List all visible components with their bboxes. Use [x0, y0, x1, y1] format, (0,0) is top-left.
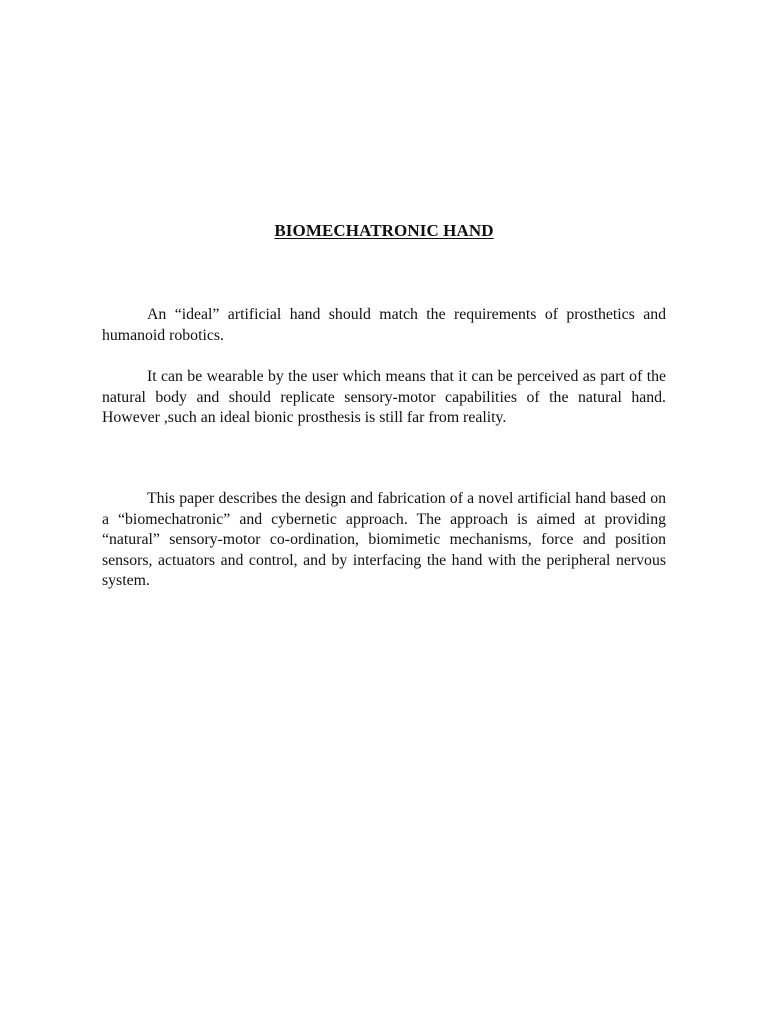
- paragraph-intro: An “ideal” artificial hand should match the requirements of prosthetics and humanoid robotics.: [102, 306, 666, 344]
- document-title: BIOMECHATRONIC HAND: [274, 221, 494, 240]
- paragraph-paper-description: This paper describes the design and fabrication of a novel artificial hand based on a “biomechatronic” and cybernetic approach. The approach is aimed at providing “natural” sensory-motor co-ordination, biomimetic mechanisms, force and position sensors, actuators and control, and by interfacing the hand with the peripheral nervous system.: [102, 490, 666, 589]
- paragraph-wearable: It can be wearable by the user which means that it can be perceived as part of the natural body and should replicate sensory-motor capabilities of the natural hand. However ,such an ideal bionic prosthesis is still far from reality.: [102, 368, 666, 426]
